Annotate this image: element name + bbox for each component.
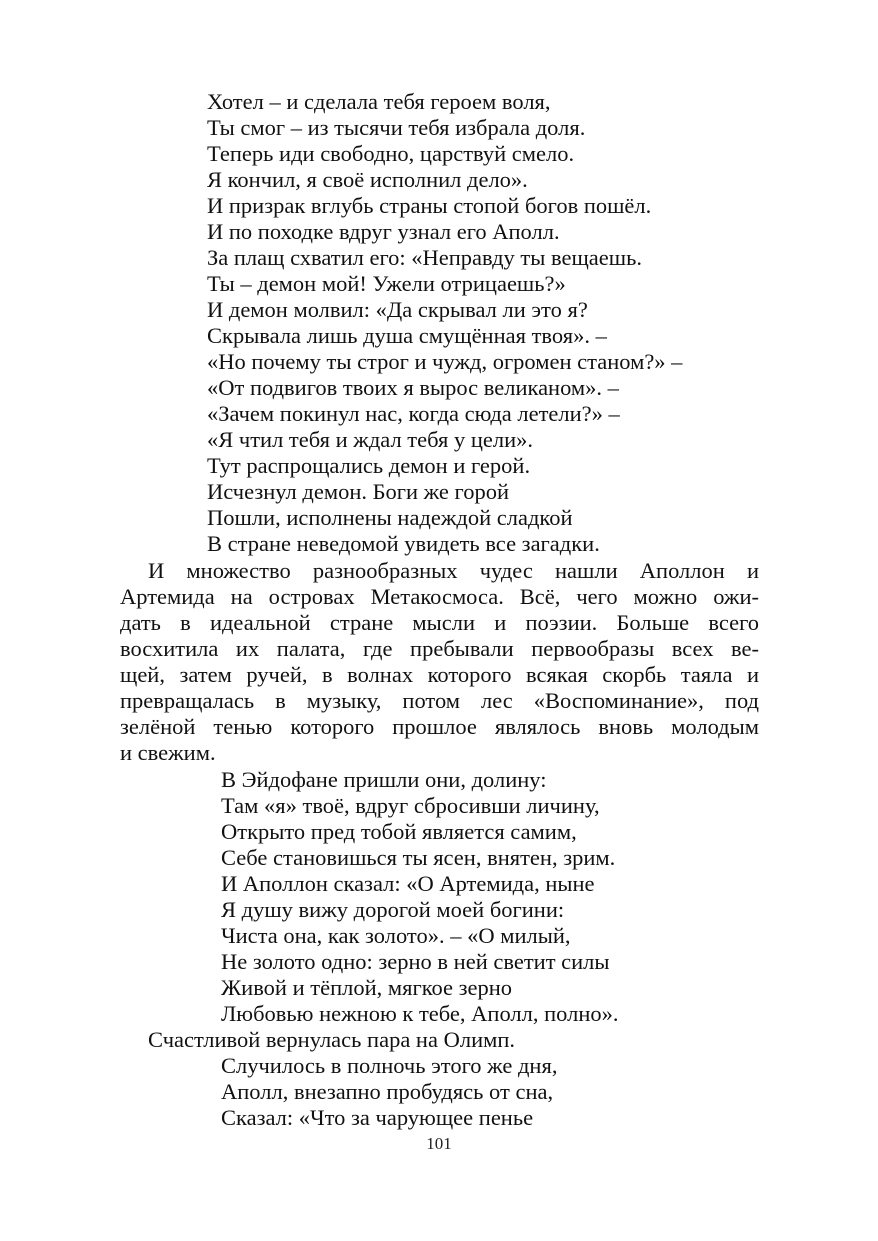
- prose-line: И множество разнообразных чудес нашли Аполлон и: [148, 558, 759, 583]
- verse-line: И демон молвил: «Да скрывал ли это я?: [207, 297, 588, 322]
- verse-line: «Я чтил тебя и ждал тебя у цели».: [207, 427, 534, 452]
- verse-line: Чиста она, как золото». – «О милый,: [221, 923, 571, 948]
- verse-line: Сказал: «Что за чарующее пенье: [221, 1105, 534, 1130]
- verse-line: И по походке вдруг узнал его Аполл.: [207, 219, 560, 244]
- verse-line: Случилось в полночь этого же дня,: [221, 1053, 558, 1078]
- verse-line: В стране неведомой увидеть все загадки.: [207, 531, 600, 556]
- verse-line: Пошли, исполнены надеждой сладкой: [207, 505, 573, 530]
- prose-line: восхитила их палата, где пребывали первообразы всех ве-: [120, 636, 759, 661]
- verse-line: И призрак вглубь страны стопой богов пошёл.: [207, 193, 652, 218]
- verse-line: Я кончил, я своё исполнил дело».: [207, 167, 528, 192]
- verse-line: Скрывала лишь душа смущённая твоя». –: [207, 323, 607, 348]
- verse-line: И Аполлон сказал: «О Артемида, ныне: [221, 871, 595, 896]
- verse-line: Открыто пред тобой является самим,: [221, 819, 577, 844]
- prose-line: дать в идеальной стране мысли и поэзии. Больше всего: [120, 610, 759, 635]
- prose-line: зелёной тенью которого прошлое являлось вновь молодым: [120, 714, 759, 739]
- verse-line: Аполл, внезапно пробудясь от сна,: [221, 1079, 554, 1104]
- verse-line: Ты смог – из тысячи тебя избрала доля.: [207, 115, 586, 140]
- prose-line: Артемида на островах Метакосмоса. Всё, чего можно ожи-: [120, 584, 759, 609]
- verse-line: «Но почему ты строг и чужд, огромен станом?» –: [207, 349, 683, 374]
- verse-line: Любовью нежною к тебе, Аполл, полно».: [221, 1001, 619, 1026]
- verse-line: Там «я» твоё, вдруг сбросивши личину,: [221, 793, 600, 818]
- verse-line: Себе становишься ты ясен, внятен, зрим.: [221, 845, 616, 870]
- prose-paragraph-2: Счастливой вернулась пара на Олимп.: [148, 1027, 516, 1052]
- verse-line: Хотел – и сделала тебя героем воля,: [207, 89, 551, 114]
- verse-line: «От подвигов твоих я вырос великаном». –: [207, 375, 619, 400]
- verse-line: Теперь иди свободно, царствуй смело.: [207, 141, 575, 166]
- verse-line: Живой и тёплой, мягкое зерно: [221, 975, 513, 1000]
- prose-line: превращалась в музыку, потом лес «Воспоминание», под: [120, 688, 759, 713]
- verse-line: За плащ схватил его: «Неправду ты вещаешь.: [207, 245, 642, 270]
- prose-line: и свежим.: [120, 740, 216, 765]
- verse-line: Исчезнул демон. Боги же горой: [207, 479, 510, 504]
- verse-line: Ты – демон мой! Ужели отрицаешь?»: [207, 271, 566, 296]
- verse-line: Я душу вижу дорогой моей богини:: [221, 897, 565, 922]
- verse-line: Тут распрощались демон и герой.: [207, 453, 531, 478]
- verse-line: В Эйдофане пришли они, долину:: [221, 767, 547, 792]
- verse-line: «Зачем покинул нас, когда сюда летели?» –: [207, 401, 620, 426]
- prose-line: щей, затем ручей, в волнах которого всякая скорбь таяла и: [120, 662, 759, 687]
- verse-line: Не золото одно: зерно в ней светит силы: [221, 949, 610, 974]
- page-number: 101: [426, 1134, 452, 1153]
